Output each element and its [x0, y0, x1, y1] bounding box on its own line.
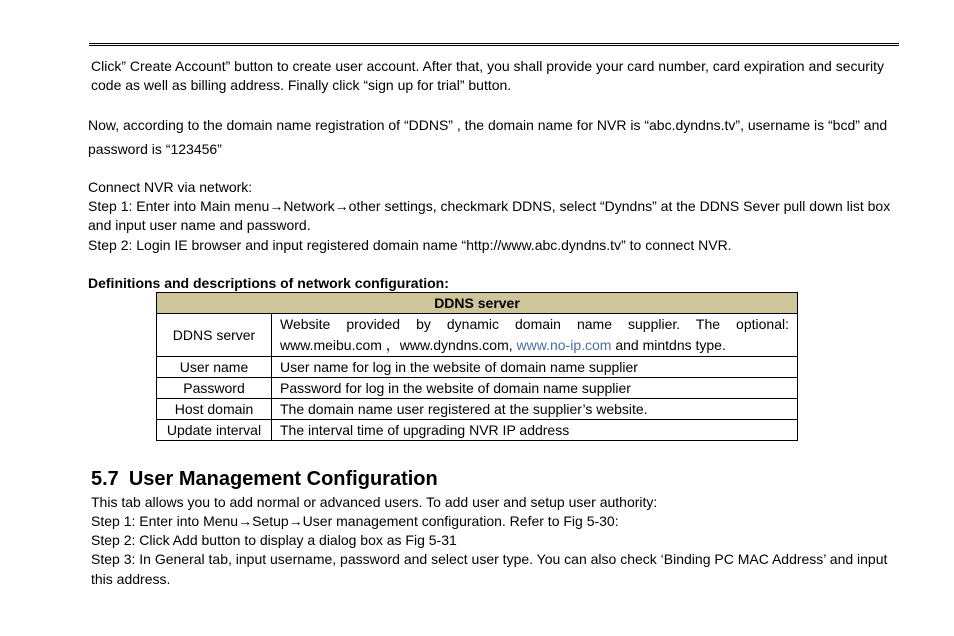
- ddns-desc-line1: Website provided by dynamic domain name supplier. The optional:: [280, 316, 789, 332]
- row-value: The domain name user registered at the supplier’s website.: [272, 399, 798, 420]
- connect-heading: Connect NVR via network:: [88, 179, 253, 195]
- table-header-row: [157, 293, 798, 314]
- header-rule: [89, 43, 899, 46]
- definitions-title: Definitions and descriptions of network configuration:: [88, 275, 449, 291]
- connect-step1-line2: and input user name and password.: [88, 217, 311, 233]
- no-ip-link[interactable]: www.no-ip.com: [516, 337, 612, 353]
- registration-line-2: password is “123456”: [88, 141, 222, 157]
- section-step3-line2: this address.: [91, 571, 171, 587]
- ddns-table: [156, 292, 798, 441]
- section-intro: This tab allows you to add normal or advanced users. To add user and setup user authority:: [91, 494, 658, 510]
- row-key: Host domain: [157, 399, 272, 420]
- row-value: [272, 314, 798, 357]
- section-heading: [91, 467, 438, 491]
- row-key: User name: [157, 357, 272, 378]
- row-value: Password for log in the website of domain name supplier: [272, 378, 798, 399]
- ddns-sites-tail: and mintdns type.: [611, 337, 726, 353]
- table-row: [157, 314, 798, 357]
- intro-line-1: Click” Create Account” button to create user account. After that, you shall provide your card number, card expiration and security: [91, 58, 884, 74]
- section-step1: Step 1: Enter into Menu→Setup→User management configuration. Refer to Fig 5-30:: [91, 513, 619, 529]
- section-number: 5.7: [91, 468, 119, 490]
- row-key: DDNS server: [157, 314, 272, 357]
- connect-step1-line1: Step 1: Enter into Main menu→Network→other settings, checkmark DDNS, select “Dyndns” at the DDNS Sever pull down list box: [88, 198, 891, 214]
- section-step2: Step 2: Click Add button to display a dialog box as Fig 5-31: [91, 532, 457, 548]
- ddns-sites: www.meibu.com ，www.dyndns.com,: [280, 337, 517, 353]
- table-row: [157, 420, 798, 441]
- row-key: Password: [157, 378, 272, 399]
- registration-line-1: Now, according to the domain name registration of “DDNS” , the domain name for NVR is “abc.dyndns.tv”, username is “bcd” and: [88, 117, 888, 133]
- row-value: User name for log in the website of domain name supplier: [272, 357, 798, 378]
- section-title: User Management Configuration: [128, 468, 438, 490]
- table-row: [157, 399, 798, 420]
- connect-step2: Step 2: Login IE browser and input registered domain name “http://www.abc.dyndns.tv” to connect NVR.: [88, 237, 732, 253]
- section-step3-line1: Step 3: In General tab, input username, password and select user type. You can also check ‘Binding PC MAC Address’ and input: [91, 551, 888, 567]
- intro-line-2: code as well as billing address. Finally click “sign up for trial” button.: [91, 77, 512, 93]
- table-row: [157, 357, 798, 378]
- table-header: DDNS server: [157, 293, 798, 314]
- row-value: The interval time of upgrading NVR IP address: [272, 420, 798, 441]
- ddns-desc-line2: [280, 335, 789, 356]
- row-key: Update interval: [157, 420, 272, 441]
- table-row: [157, 378, 798, 399]
